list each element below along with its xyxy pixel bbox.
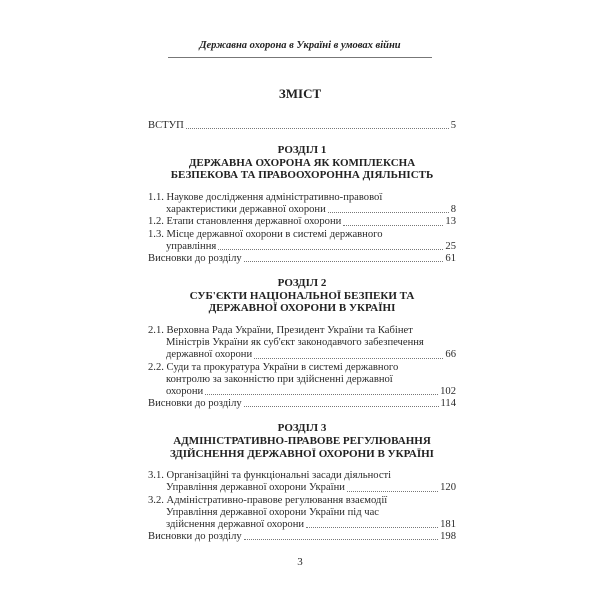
section-heading (148, 422, 456, 460)
toc-entry-label: 1.3. Місце державної охорони в системі державного (148, 228, 383, 240)
toc-entry-label-continued: управління (166, 240, 217, 252)
section-title-line: АДМІНІСТРАТИВНО-ПРАВОВЕ РЕГУЛЮВАННЯ (173, 435, 431, 447)
toc-entry-last-line (148, 519, 456, 531)
toc-page-number: 181 (440, 519, 456, 530)
page-number: 3 (297, 556, 303, 568)
toc-entry-label: 2.2. Суди та прокуратура України в системі державного (148, 361, 399, 373)
toc-entry-conclusion[interactable] (148, 398, 456, 410)
section-heading (148, 144, 456, 182)
section-title-line: ДЕРЖАВНА ОХОРОНА ЯК КОМПЛЕКСНА (188, 156, 416, 169)
section-number: РОЗДІЛ 1 (277, 144, 327, 157)
toc-sections (148, 144, 456, 543)
toc-page-number: 114 (440, 398, 456, 410)
dot-leader (244, 539, 438, 540)
toc-entry[interactable] (148, 470, 456, 494)
toc-entry-last-line (148, 204, 456, 216)
toc-entry-label: Висновки до розділу (148, 531, 242, 543)
toc-entry[interactable] (148, 325, 456, 362)
toc-title: ЗМІСТ (278, 86, 322, 101)
toc-page-number: 120 (440, 482, 456, 494)
toc-entry[interactable] (148, 229, 456, 253)
section-title-line: БЕЗПЕКОВА ТА ПРАВООХОРОННА ДІЯЛЬНІСТЬ (170, 169, 434, 182)
toc-entry-last-line (148, 386, 456, 398)
dot-leader (186, 128, 449, 129)
section-title-line: ДЕРЖАВНОЇ ОХОРОНИ В УКРАЇНІ (208, 302, 396, 315)
dot-leader (254, 358, 443, 359)
toc-entry[interactable] (148, 216, 456, 228)
toc-entry[interactable] (148, 192, 456, 216)
running-head: Державна охорона в Україні в умовах війни (199, 40, 401, 51)
dot-leader (244, 406, 439, 407)
toc-entry-label-continued: здійснення державної охорони (166, 519, 305, 530)
toc-entry-label: 1.1. Наукове дослідження адміністративно-правової (148, 191, 383, 203)
toc-entry-label: 3.1. Організаційні та функціональні засади діяльності (148, 470, 392, 482)
toc-entry-intro[interactable] (148, 120, 456, 132)
dot-leader (328, 212, 449, 213)
toc-entry-label-continued: Управління державної охорони України під час (166, 506, 379, 518)
toc-entry-label: 3.2. Адміністративно-правове регулювання взаємодії (148, 494, 388, 506)
toc-entry-last-line (148, 241, 456, 253)
toc-entry-conclusion[interactable] (148, 531, 456, 543)
section-heading (148, 277, 456, 315)
dot-leader (218, 249, 443, 250)
toc-entry-label-continued: характеристики державної охорони (166, 204, 326, 216)
section-number: РОЗДІЛ 3 (277, 422, 327, 435)
toc-page-number: 25 (445, 240, 456, 252)
toc-entry-last-line (148, 349, 456, 361)
dot-leader (205, 394, 438, 395)
toc-entry-label-continued: охорони (166, 386, 204, 397)
dot-leader (244, 261, 444, 262)
toc-page-number: 66 (445, 349, 456, 361)
toc-entry-label-continued: Міністрів України як суб'єкт законодавчого забезпечення (166, 337, 424, 349)
dot-leader (347, 491, 438, 492)
dot-leader (343, 225, 443, 226)
toc-entry-label: ВСТУП (148, 120, 184, 131)
toc-entry-label: 1.2. Етапи становлення державної охорони (148, 216, 342, 228)
toc-page-number: 5 (450, 120, 456, 131)
toc-entry-label-continued: державної охорони (166, 349, 253, 361)
dot-leader (306, 527, 438, 528)
toc-page-number: 61 (445, 253, 456, 264)
toc-entry[interactable] (148, 362, 456, 399)
toc-page-number: 13 (445, 216, 456, 228)
toc-entry[interactable] (148, 495, 456, 532)
toc-entry-label: Висновки до розділу (148, 253, 242, 264)
section-title-line: СУБ'ЄКТИ НАЦІОНАЛЬНОЇ БЕЗПЕКИ ТА (189, 289, 415, 302)
header-rule (168, 57, 432, 58)
toc-page-number: 8 (450, 204, 456, 216)
toc-entry-last-line (148, 482, 456, 494)
toc-page-number: 102 (440, 386, 456, 397)
section-title-line: ЗДІЙСНЕННЯ ДЕРЖАВНОЇ ОХОРОНИ В УКРАЇНІ (170, 447, 434, 460)
toc-page-number: 198 (440, 531, 456, 543)
toc-entry-label-continued: Управління державної охорони України (166, 482, 345, 494)
toc-entry-label-continued: контролю за законністю при здійсненні державної (166, 373, 393, 385)
toc-entry-label: Висновки до розділу (148, 398, 242, 410)
section-number: РОЗДІЛ 2 (277, 277, 327, 290)
toc-entry-label: 2.1. Верховна Рада України, Президент України та Кабінет (148, 324, 413, 336)
table-of-contents (148, 120, 456, 543)
toc-entry-conclusion[interactable] (148, 253, 456, 265)
